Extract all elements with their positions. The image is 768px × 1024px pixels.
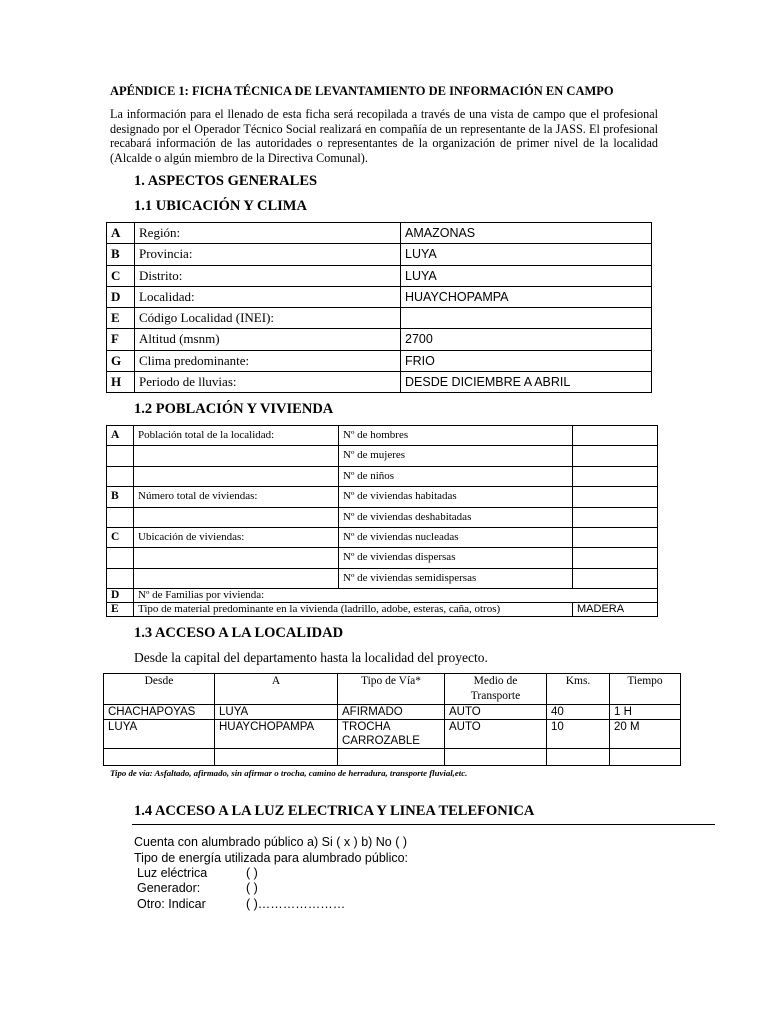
table-cell: HUAYCHOPAMPA	[215, 720, 338, 749]
row-label: Nº de Familias por vivienda:	[134, 589, 658, 603]
row-letter: G	[107, 350, 135, 371]
row-value[interactable]	[573, 487, 658, 507]
row-letter: E	[107, 308, 135, 329]
table-row	[107, 603, 658, 617]
table-row	[107, 568, 658, 588]
section-1-heading: 1. ASPECTOS GENERALES	[134, 173, 318, 189]
table-cell: LUYA	[215, 705, 338, 720]
row-label: Localidad:	[135, 286, 401, 307]
row-sublabel: Nº de viviendas semidispersas	[339, 568, 573, 588]
row-value[interactable]: LUYA	[401, 244, 652, 265]
table-row	[107, 286, 652, 307]
table-row	[104, 705, 681, 720]
table-cell: 20 M	[610, 720, 681, 749]
table-row	[107, 507, 658, 527]
row-sublabel: Nº de viviendas nucleadas	[339, 527, 573, 547]
table-row	[107, 446, 658, 466]
table-row	[107, 308, 652, 329]
row-letter: C	[107, 265, 135, 286]
column-header: Tiempo	[610, 674, 681, 705]
table-header-row	[104, 674, 681, 705]
acceso-table	[103, 673, 681, 766]
table-cell: AUTO	[445, 705, 547, 720]
option-checkbox[interactable]: ( )	[246, 866, 258, 880]
row-letter: A	[107, 426, 134, 446]
row-sublabel: Nº de niños	[339, 466, 573, 486]
row-value[interactable]: 2700	[401, 329, 652, 350]
option-label: Generador:	[137, 881, 201, 895]
row-value[interactable]: MADERA	[573, 603, 658, 617]
row-value[interactable]	[573, 446, 658, 466]
intro-paragraph: La información para el llenado de esta ficha será recopilada a través de una vista de campo que el profesional designado por el Operador Técnico Social realizará en compañía de un representante de la JASS. El profesional recabará información de las autoridades o representantes de la organización de primer nivel de la localidad (Alcalde o algún miembro de la Directiva Comunal).	[110, 107, 658, 165]
table-row	[107, 223, 652, 244]
row-value[interactable]: LUYA	[401, 265, 652, 286]
table-cell: 10	[547, 720, 610, 749]
option-checkbox[interactable]: ( )…………………	[246, 897, 346, 911]
table-row	[104, 720, 681, 749]
row-label: Periodo de lluvias:	[135, 372, 401, 393]
acceso-subtitle: Desde la capital del departamento hasta la localidad del proyecto.	[134, 650, 488, 665]
row-value[interactable]	[573, 568, 658, 588]
row-letter: F	[107, 329, 135, 350]
row-letter: C	[107, 527, 134, 547]
section-1-3-heading: 1.3 ACCESO A LA LOCALIDAD	[134, 625, 344, 641]
row-sublabel: Nº de hombres	[339, 426, 573, 446]
row-label: Ubicación de viviendas:	[134, 527, 339, 547]
table-cell: AUTO	[445, 720, 547, 749]
row-label: Distrito:	[135, 265, 401, 286]
row-label: Tipo de material predominante en la vivienda (ladrillo, adobe, esteras, caña, otros)	[134, 603, 573, 617]
tipo-via-note: Tipo de vía: Asfaltado, afirmado, sin afirmar o trocha, camino de herradura, transporte fluvial,etc.	[110, 768, 468, 778]
row-label: Clima predominante:	[135, 350, 401, 371]
row-sublabel: Nº de viviendas dispersas	[339, 548, 573, 568]
table-row	[107, 350, 652, 371]
row-label: Altitud (msnm)	[135, 329, 401, 350]
table-row	[107, 548, 658, 568]
row-value[interactable]	[573, 548, 658, 568]
poblacion-table	[106, 425, 658, 617]
table-row	[107, 426, 658, 446]
table-cell: AFIRMADO	[338, 705, 445, 720]
row-letter: D	[107, 286, 135, 307]
row-label: Código Localidad (INEI):	[135, 308, 401, 329]
ubicacion-table	[106, 222, 652, 393]
section-1-4-heading: 1.4 ACCESO A LA LUZ ELECTRICA Y LINEA TELEFONICA	[134, 803, 535, 819]
row-value[interactable]	[573, 527, 658, 547]
appendix-title: APÉNDICE 1: FICHA TÉCNICA DE LEVANTAMIENTO DE INFORMACIÓN EN CAMPO	[110, 84, 614, 98]
section-1-1-heading: 1.1 UBICACIÓN Y CLIMA	[134, 198, 307, 214]
row-value[interactable]	[573, 426, 658, 446]
table-cell: TROCHA CARROZABLE	[338, 720, 445, 749]
table-row	[107, 487, 658, 507]
table-row	[107, 466, 658, 486]
column-header: Medio de Transporte	[445, 674, 547, 705]
column-header: A	[215, 674, 338, 705]
table-row	[104, 749, 681, 766]
table-cell: 1 H	[610, 705, 681, 720]
column-header: Tipo de Vía*	[338, 674, 445, 705]
row-value[interactable]: FRIO	[401, 350, 652, 371]
row-label: Número total de viviendas:	[134, 487, 339, 507]
row-value[interactable]	[401, 308, 652, 329]
column-header: Desde	[104, 674, 215, 705]
row-letter: H	[107, 372, 135, 393]
row-letter: E	[107, 603, 134, 617]
row-letter: B	[107, 244, 135, 265]
option-label: Otro: Indicar	[137, 897, 206, 911]
row-value[interactable]: DESDE DICIEMBRE A ABRIL	[401, 372, 652, 393]
row-label: Población total de la localidad:	[134, 426, 339, 446]
energia-question: Tipo de energía utilizada para alumbrado público:	[134, 851, 409, 865]
table-cell: CHACHAPOYAS	[104, 705, 215, 720]
section-divider	[132, 824, 715, 825]
row-value[interactable]: HUAYCHOPAMPA	[401, 286, 652, 307]
table-row	[107, 244, 652, 265]
row-label: Región:	[135, 223, 401, 244]
row-value[interactable]	[573, 466, 658, 486]
table-row	[107, 329, 652, 350]
option-label: Luz eléctrica	[137, 866, 208, 880]
table-row	[107, 589, 658, 603]
table-row	[107, 372, 652, 393]
table-row	[107, 527, 658, 547]
row-sublabel: Nº de viviendas deshabitadas	[339, 507, 573, 527]
row-label: Provincia:	[135, 244, 401, 265]
table-cell: 40	[547, 705, 610, 720]
row-letter: B	[107, 487, 134, 507]
row-value[interactable]: AMAZONAS	[401, 223, 652, 244]
row-letter: A	[107, 223, 135, 244]
table-row	[107, 265, 652, 286]
table-cell: LUYA	[104, 720, 215, 749]
row-sublabel: Nº de viviendas habitadas	[339, 487, 573, 507]
section-1-2-heading: 1.2 POBLACIÓN Y VIVIENDA	[134, 401, 334, 417]
row-sublabel: Nº de mujeres	[339, 446, 573, 466]
row-letter: D	[107, 589, 134, 603]
alumbrado-question: Cuenta con alumbrado público a) Si ( x ) b) No ( )	[134, 835, 408, 849]
option-checkbox[interactable]: ( )	[246, 881, 258, 895]
column-header: Kms.	[547, 674, 610, 705]
row-value[interactable]	[573, 507, 658, 527]
